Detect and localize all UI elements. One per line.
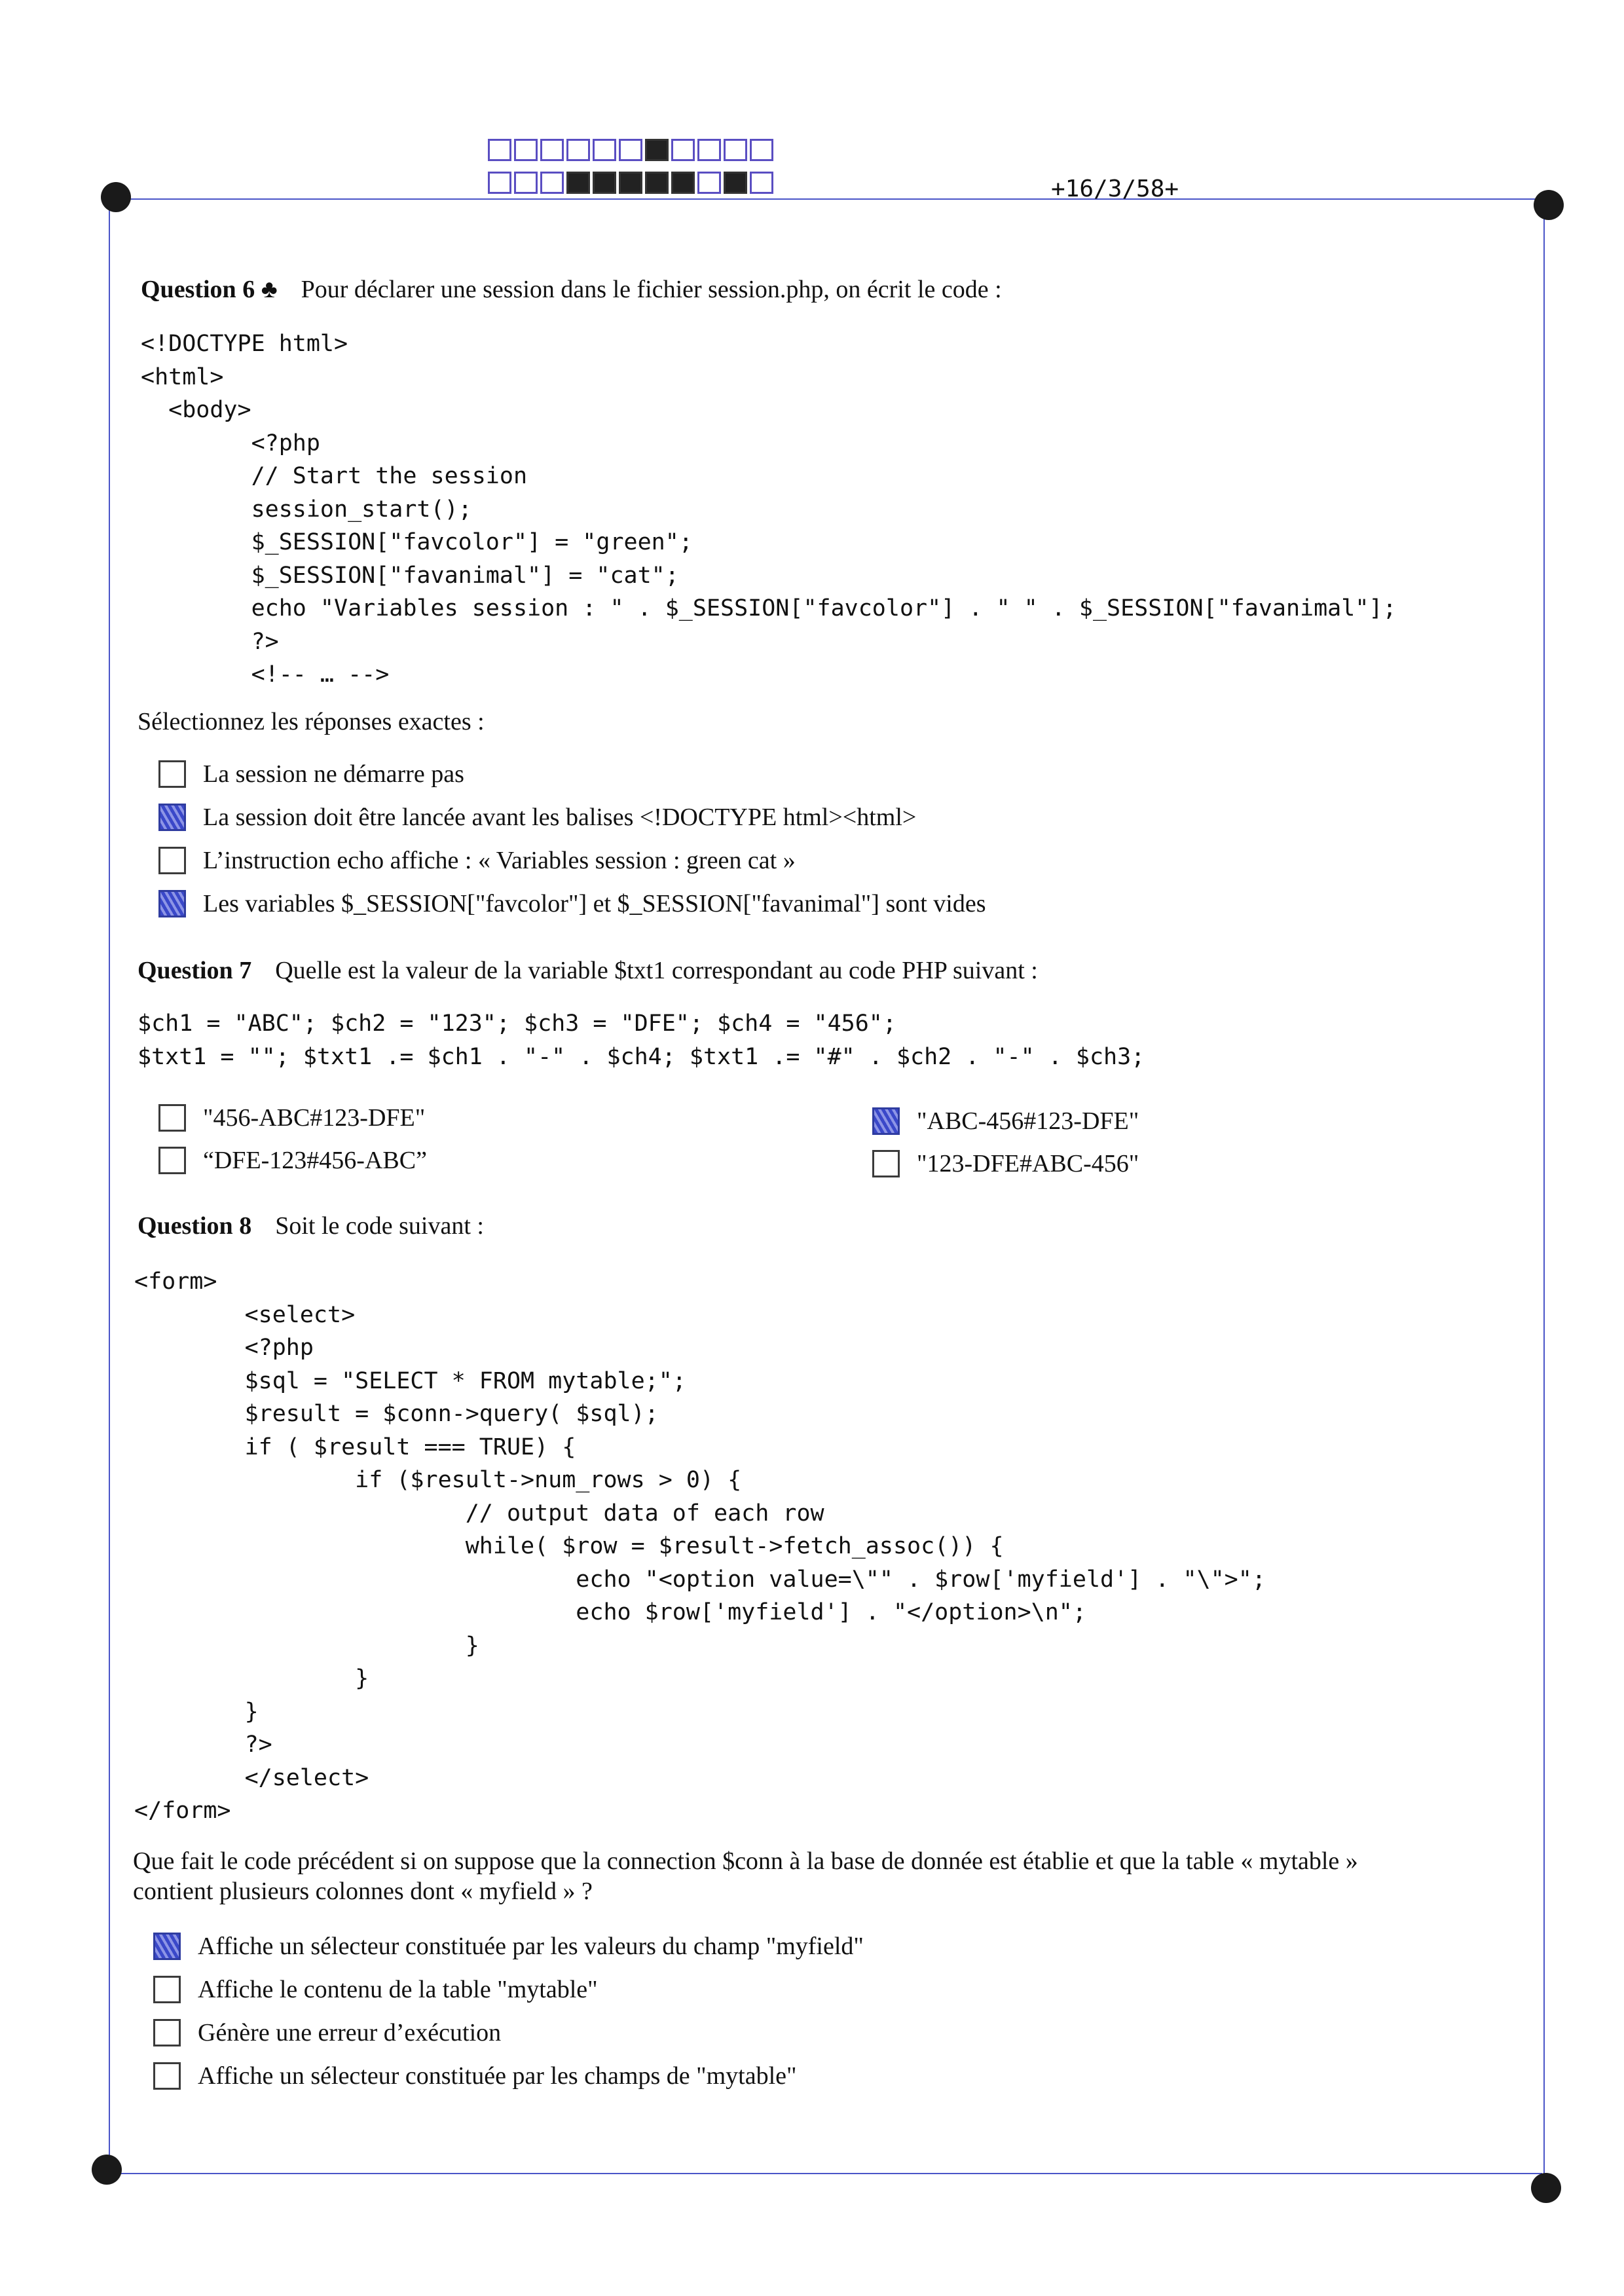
corner-mark-top-right <box>1534 190 1564 220</box>
id-cell <box>697 139 721 161</box>
frame-left-line <box>109 203 110 2174</box>
option-label: "ABC-456#123-DFE" <box>917 1107 1139 1135</box>
question-7-header <box>138 956 1038 985</box>
id-cell <box>619 139 642 161</box>
q7-option[interactable] <box>158 1146 427 1175</box>
checkbox[interactable] <box>153 1933 181 1960</box>
checkbox[interactable] <box>872 1107 900 1135</box>
question-7-label: Question 7 <box>138 957 252 984</box>
question-8-text-line-2: contient plusieurs colonnes dont « myfield » ? <box>133 1878 593 1905</box>
question-6-prompt: Pour déclarer une session dans le fichier session.php, on écrit le code : <box>301 276 1002 303</box>
option-label: Les variables $_SESSION["favcolor"] et $_SESSION["favanimal"] sont vides <box>203 890 986 917</box>
id-cell <box>697 172 721 194</box>
question-8-prompt: Soit le code suivant : <box>275 1212 484 1240</box>
question-6-instruction: Sélectionnez les réponses exactes : <box>138 708 485 735</box>
checkbox[interactable] <box>158 760 186 788</box>
checkbox[interactable] <box>872 1150 900 1177</box>
id-cell <box>645 139 669 161</box>
option-label: "123-DFE#ABC-456" <box>917 1150 1139 1177</box>
checkbox[interactable] <box>158 1147 186 1174</box>
q8-option[interactable] <box>153 2062 797 2090</box>
checkbox[interactable] <box>158 1104 186 1132</box>
question-6-code: <!DOCTYPE html> <html> <body> <?php // Start the session session_start(); $_SESSION["favcolor"] = "green"; $_SESSION["favanimal"] = "cat"; echo "Variables session : " . $_SESSION["favcolor"] . " " . $_SESSION["favanimal"]; ?> <!-- … --> <box>141 331 1397 688</box>
id-cell <box>514 172 538 194</box>
q6-option[interactable] <box>158 803 916 832</box>
student-id-row-2 <box>488 172 776 194</box>
q6-option[interactable] <box>158 889 986 918</box>
checkbox[interactable] <box>158 804 186 831</box>
id-cell <box>566 172 590 194</box>
page-id: +16/3/58+ <box>1051 176 1179 202</box>
option-label: Affiche un sélecteur constituée par les valeurs du champ "myfield" <box>198 1933 864 1960</box>
student-id-row-1 <box>488 139 776 161</box>
checkbox[interactable] <box>153 1976 181 2003</box>
option-label: L’instruction echo affiche : « Variables session : green cat » <box>203 847 796 874</box>
corner-mark-bottom-left <box>92 2155 122 2185</box>
option-label: La session ne démarre pas <box>203 760 464 788</box>
question-8-header <box>138 1212 484 1240</box>
id-cell <box>540 139 564 161</box>
id-cell <box>566 139 590 161</box>
q7-option[interactable] <box>872 1107 1139 1136</box>
q6-option[interactable] <box>158 760 464 788</box>
id-cell <box>514 139 538 161</box>
frame-top-line <box>118 198 1542 200</box>
id-cell <box>671 139 695 161</box>
option-label: Affiche le contenu de la table "mytable" <box>198 1976 598 2003</box>
id-cell <box>488 172 511 194</box>
checkbox[interactable] <box>158 890 186 917</box>
id-cell <box>645 172 669 194</box>
id-cell <box>488 139 511 161</box>
id-cell <box>619 172 642 194</box>
question-8-code: <form> <select> <?php $sql = "SELECT * FROM mytable;"; $result = $conn->query( $sql); if ( $result === TRUE) { if ($result->num_rows > 0) { // output data of each row while( $row = $result->fetch_assoc()) { echo "<option value=\"" . $row['myfield'] . "\">"; echo $row['myfield'] . "</option>\n"; } } } ?> </select> </form> <box>134 1268 1266 1824</box>
checkbox[interactable] <box>153 2019 181 2046</box>
q8-option[interactable] <box>153 2018 501 2047</box>
frame-right-line <box>1543 216 1545 2181</box>
question-6-label: Question 6 ♣ <box>141 276 278 303</box>
corner-mark-bottom-right <box>1531 2173 1561 2203</box>
checkbox[interactable] <box>158 847 186 874</box>
question-6-header <box>141 275 1002 304</box>
id-cell <box>724 139 747 161</box>
checkbox[interactable] <box>153 2062 181 2090</box>
question-8-label: Question 8 <box>138 1212 252 1240</box>
id-cell <box>750 172 773 194</box>
question-7-code: $ch1 = "ABC"; $ch2 = "123"; $ch3 = "DFE"; $ch4 = "456"; $txt1 = ""; $txt1 .= $ch1 . "-" . $ch4; $txt1 .= "#" . $ch2 . "-" . $ch3; <box>138 1010 1145 1070</box>
id-cell <box>593 139 616 161</box>
option-label: “DFE-123#456-ABC” <box>203 1147 427 1174</box>
corner-mark-top-left <box>101 182 131 212</box>
id-cell <box>671 172 695 194</box>
question-8-text-line-1: Que fait le code précédent si on suppose que la connection $conn à la base de donnée est établie et que la table « mytable » <box>133 1847 1358 1875</box>
option-label: La session doit être lancée avant les balises <!DOCTYPE html><html> <box>203 804 917 831</box>
option-label: Génère une erreur d’exécution <box>198 2019 502 2046</box>
q8-option[interactable] <box>153 1975 598 2004</box>
frame-bottom-line <box>118 2173 1542 2174</box>
question-7-prompt: Quelle est la valeur de la variable $txt1 correspondant au code PHP suivant : <box>275 957 1038 984</box>
option-label: "456-ABC#123-DFE" <box>203 1104 426 1132</box>
id-cell <box>750 139 773 161</box>
id-cell <box>724 172 747 194</box>
option-label: Affiche un sélecteur constituée par les champs de "mytable" <box>198 2062 797 2090</box>
q6-option[interactable] <box>158 846 796 875</box>
q7-option[interactable] <box>158 1103 425 1132</box>
id-cell <box>593 172 616 194</box>
q8-option[interactable] <box>153 1932 864 1961</box>
id-cell <box>540 172 564 194</box>
q7-option[interactable] <box>872 1149 1139 1178</box>
